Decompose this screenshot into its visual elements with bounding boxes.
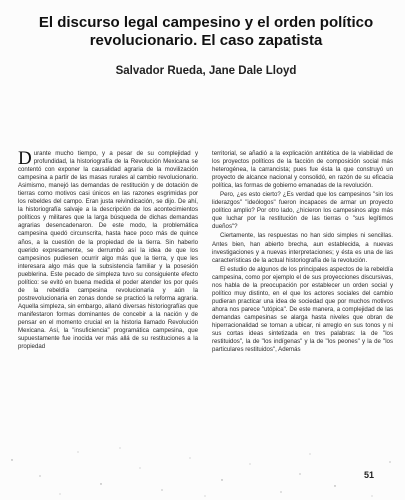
- paragraph: Pero, ¿es esto cierto? ¿Es verdad que los campesinos "sin los liderazgos" "ideólogos" fueron incapaces de armar un proyecto político amplio? Por otro lado, ¿hicieron los campesinos algo más que luchar por la restitución de las tierras o "sus legítimos dueños"?: [212, 191, 393, 231]
- article-title: El discurso legal campesino y el orden político revolucionario. El caso zapatista: [38, 14, 374, 49]
- body-column-left: [18, 150, 198, 450]
- paragraph: [18, 150, 198, 351]
- dropcap-letter: D: [18, 150, 32, 169]
- paragraph-text: urante mucho tiempo, y a pesar de su complejidad y profundidad, la historiografía de la Revolución Mexicana se contentó con exponer la causalidad agraria de la movilización campesina a partir de las masas rurales al cambio revolucionario. Asimismo, manejó las demandas de restitución y de dotación de tierras como motivos casi únicos en las razones esgrimidas por los rebeldes del campo. Eran justa reivindicación, se dijo. De ahí, la historiografía salvaje a la descripción de los acontecimientos políticos y militares que la larga búsqueda de dichas demandas agrarias desencadenaron. De este modo, la problemática campesina quedó circunscrita, hasta hace poco más de quince años, a la cuestión de la propiedad de la tierra. Sin haberlo querido expresamente, se derrumbó así la idea de que los campesinos pudiesen ocurrir algo más que la tierra, y que les interesara algo más que la subsistencia familiar y la posesión pueblerina. Este pecado de simpleza tuvo su consiguiente efecto político: se evitó en buena medida el poder atender los por qués de la rebeldía campesina revolucionaria y aún la postrevolucionaria en zonas donde se practicó la reforma agraria. Aquella simpleza, sin embargo, allanó diversas historiografías que manifestaron formas dominantes de concebir a la nación y de pensar en el momento crucial en la historia llamado Revolución Mexicana. Así, la "insuficiencia" programática campesina, que supuestamente fue inocida ver más allá de su restituciones a la propiedad: [18, 150, 198, 351]
- article-authors: Salvador Rueda, Jane Dale Lloyd: [115, 65, 297, 77]
- page-number: 51: [364, 470, 375, 480]
- paragraph: Ciertamente, las respuestas no han sido simples ni sencillas. Antes bien, han abierto brecha, aun establecida, a nuevas investigaciones y a nuevas interpretaciones; y ésta es una de las características de la actual historiografía de la revolución.: [212, 232, 393, 264]
- paragraph: El estudio de algunos de los principales aspectos de la rebeldía campesina, como por ejemplo el de sus proyecciones discursivas, nos habla de la preocupación por establecer un orden social y político muy distinto, en el que los actores sociales del cambio pudieran practicar una idea de sociedad que por muchos motivos ahora nos parece "utópica". De este manera, a complejidad de las demandas campesinas se alarga hasta niveles que obran de hiperracionalidad se tornan a ubicar, ni arreglo en sus tonos y ni sus cortas ideas sintetizada en tres palabras: la de "los restituidos", la de "los indígenas" y la de "los peones" y la de "los particulares restituidos", Además: [212, 265, 393, 354]
- paragraph: territorial, se añadió a la explicación antitética de la viabilidad de los proyectos políticos de la facción de composición social más heterogénea, la carrancista; pues fue ésta la que construyó un proyecto de alcance nacional y consolidó, en razón de su eficacia política, las formas de gobierno emanadas de la revolución.: [212, 150, 393, 190]
- body-column-right: [212, 150, 393, 450]
